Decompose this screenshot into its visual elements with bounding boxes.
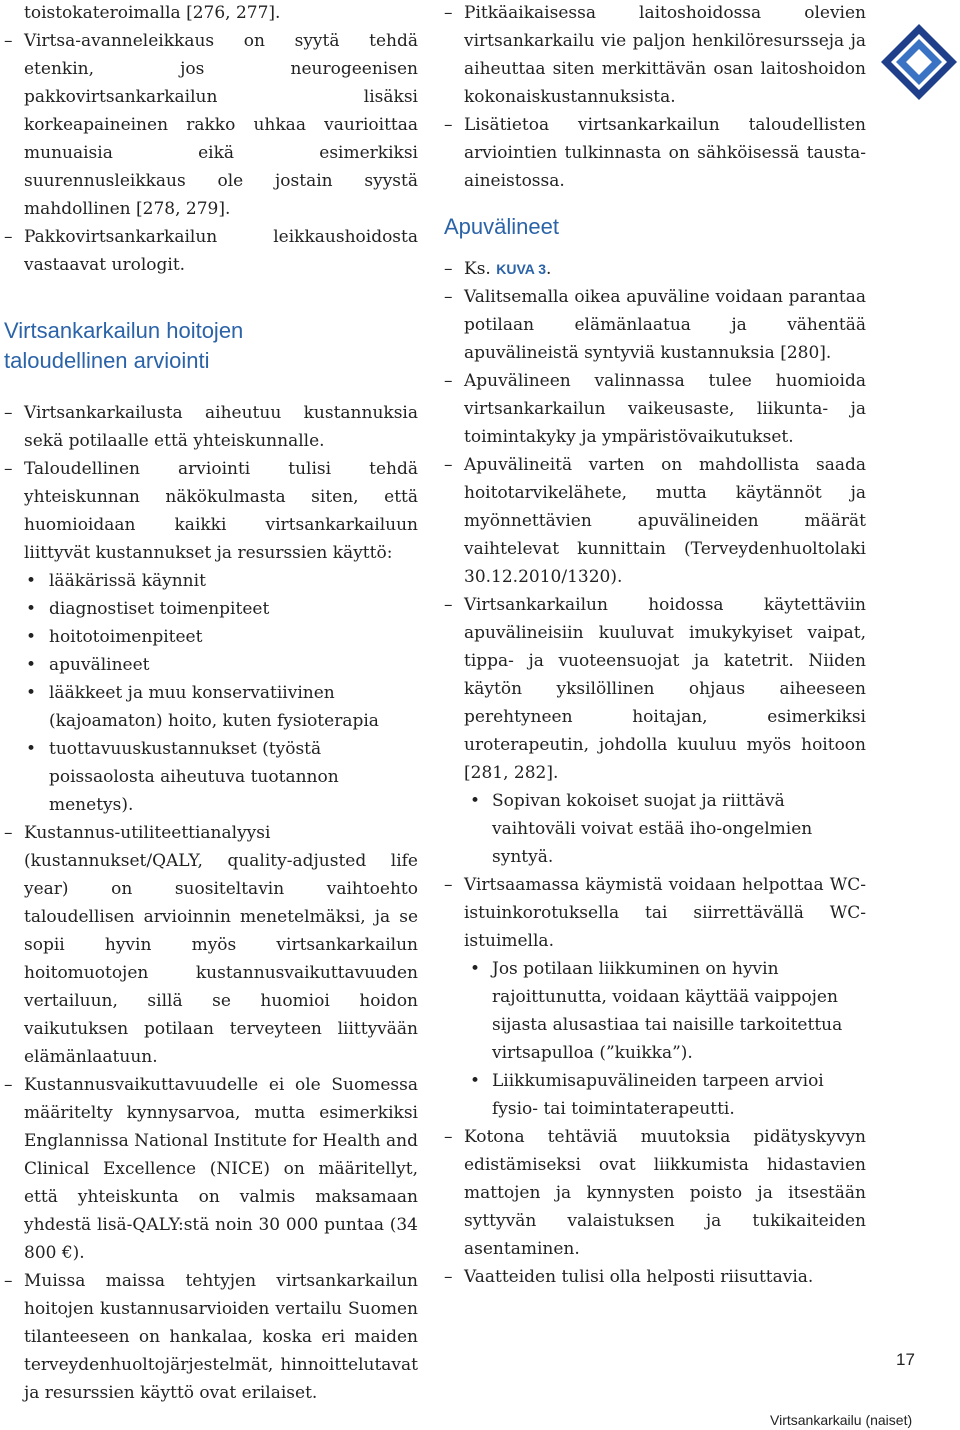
list-item-urologists: – Pakkovirtsankarkailun leikkaushoidosta vastaavat urologit. <box>4 223 418 279</box>
list-item-more-info: – Lisätietoa virtsankarkailun taloudellisten arviointien tulkinnasta on sähköisessä tausta-aineistossa. <box>444 111 866 195</box>
list-item-home-changes: – Kotona tehtäviä muutoksia pidätyskyvyn edistämiseksi ovat liikkumista hidastavien mattojen ja kynnysten poisto ja itsestään syttyvän valaistuksen ja tukikaiteiden asentaminen. <box>444 1123 866 1263</box>
list-item-aid-types: – Virtsankarkailun hoidossa käytettäviin apuvälineisiin kuuluvat imukykyiset vaipat, tippa- ja vuoteensuojat ja katetrit. Niiden käytön yksilöllinen ohjaus aiheeseen perehtyneen hoitajan, esimerkiksi uroterapeutin, johdolla kuuluu myös hoitoon [281, 282]. <box>444 591 866 787</box>
right-column <box>444 0 866 1291</box>
diamond-logo-icon <box>879 22 959 102</box>
intro-continuation: toistokateroimalla [276, 277]. <box>24 3 281 23</box>
figure-reference-link[interactable]: KUVA 3 <box>496 261 547 277</box>
bullet-aids: • apuvälineet <box>4 651 418 679</box>
list-item-aid-selection: – Apuvälineen valinnassa tulee huomioida virtsankarkailun vaikeusaste, liikunta- ja toimintakyky ja ympäristövaikutukset. <box>444 367 866 451</box>
list-item-institutional-care: – Pitkäaikaisessa laitoshoidossa olevien virtsankarkailu vie paljon henkilöresursseja ja aiheuttaa siten merkittävän osan laitoshoidon kokonaiskustannuksista. <box>444 0 866 111</box>
bullet-productivity: • tuottavuuskustannukset (työstä poissaolosta aiheutuva tuotannon menetys). <box>4 735 418 819</box>
section-heading-economic-evaluation <box>4 316 418 376</box>
bullet-mobility-aids: • Liikkumisapuvälineiden tarpeen arvioi fysio- tai toimintaterapeutti. <box>444 1067 866 1123</box>
list-item-referral: – Apuvälineitä varten on mahdollista saada hoitotarvikelähete, mutta käytännöt ja myönnettävien apuvälineiden määrät vaihtelevat kunnittain (Terveydenhuoltolaki 30.12.2010/1320). <box>444 451 866 591</box>
list-item-costs: – Virtsankarkailusta aiheutuu kustannuksia sekä potilaalle että yhteiskunnalle. <box>4 399 418 455</box>
list-item-international: – Muissa maissa tehtyjen virtsankarkailun hoitojen kustannusarvioiden vertailu Suomen tilanteeseen on hankalaa, koska eri maiden terveydenhuoltojärjestelmät, hinnoittelutavat ja resurssien käyttö ovat erilaiset. <box>4 1267 418 1407</box>
bullet-protectors: • Sopivan kokoiset suojat ja riittävä vaihtoväli voivat estää iho-ongelmien syntyä. <box>444 787 866 871</box>
bullet-treatments: • hoitotoimenpiteet <box>4 623 418 651</box>
see-prefix: Ks. <box>464 259 497 279</box>
list-item-clothing: – Vaatteiden tulisi olla helposti riisuttavia. <box>444 1263 866 1291</box>
list-item-choose-aid: – Valitsemalla oikea apuväline voidaan parantaa potilaan elämänlaatua ja vähentää apuvälineistä syntyviä kustannuksia [280]. <box>444 283 866 367</box>
footer-title: Virtsankarkailu (naiset) <box>770 1412 913 1428</box>
list-item-see-figure <box>444 255 866 283</box>
page-number: 17 <box>896 1350 915 1369</box>
list-item-threshold: – Kustannusvaikuttavuudelle ei ole Suomessa määritelty kynnysarvoa, mutta esimerkiksi Englannissa National Institute for Health and Clinical Excellence (NICE) on määritellyt, että yhteiskunta on valmis maksamaan yhdestä lisä-QALY:stä noin 30 000 puntaa (34 800 €). <box>4 1071 418 1267</box>
bullet-bedpan: • Jos potilaan liikkuminen on hyvin rajoittunutta, voidaan käyttää vaippojen sijasta alusastiaa tai naisille tarkoitettua virtsapulloa (”kuikka”). <box>444 955 866 1067</box>
bullet-diagnostics: • diagnostiset toimenpiteet <box>4 595 418 623</box>
bullet-medication: • lääkkeet ja muu konservatiivinen (kajoamaton) hoito, kuten fysioterapia <box>4 679 418 735</box>
left-column <box>4 0 418 1407</box>
bullet-doctor-visits: • lääkärissä käynnit <box>4 567 418 595</box>
list-item-toilet: – Virtsaamassa käymistä voidaan helpottaa WC-istuinkorotuksella tai siirrettävällä WC-istuimella. <box>444 871 866 955</box>
list-item-society-perspective: – Taloudellinen arviointi tulisi tehdä yhteiskunnan näkökulmasta siten, että huomioidaan kaikki virtsankarkailuun liittyvät kustannukset ja resurssien käyttö: <box>4 455 418 567</box>
heading-line-2: taloudellinen arviointi <box>4 348 210 373</box>
list-item-cost-utility: – Kustannus-utiliteettianalyysi (kustannukset/QALY, quality-adjusted life year) on suositeltavin vaihtoehto taloudellisen arvioinnin menetelmäksi, ja se sopii hyvin myös virtsankarkailun hoitomuotojen kustannusvaikuttavuuden vertailuun, sillä se huomioi hoidon vaikutuksen potilaan terveyteen liittyvään elämänlaatuun. <box>4 819 418 1071</box>
heading-line-1: Virtsankarkailun hoitojen <box>4 318 244 343</box>
see-suffix: . <box>546 259 552 279</box>
list-item-stoma-surgery: – Virtsa-avanneleikkaus on syytä tehdä etenkin, jos neurogeenisen pakkovirtsankarkailun lisäksi korkeapaineinen rakko uhkaa vaurioittaa munuaisia eikä esimerkiksi suurennusleikkaus ole jostain syystä mahdollinen [278, 279]. <box>4 27 418 223</box>
section-heading-aids: Apuvälineet <box>444 214 559 239</box>
